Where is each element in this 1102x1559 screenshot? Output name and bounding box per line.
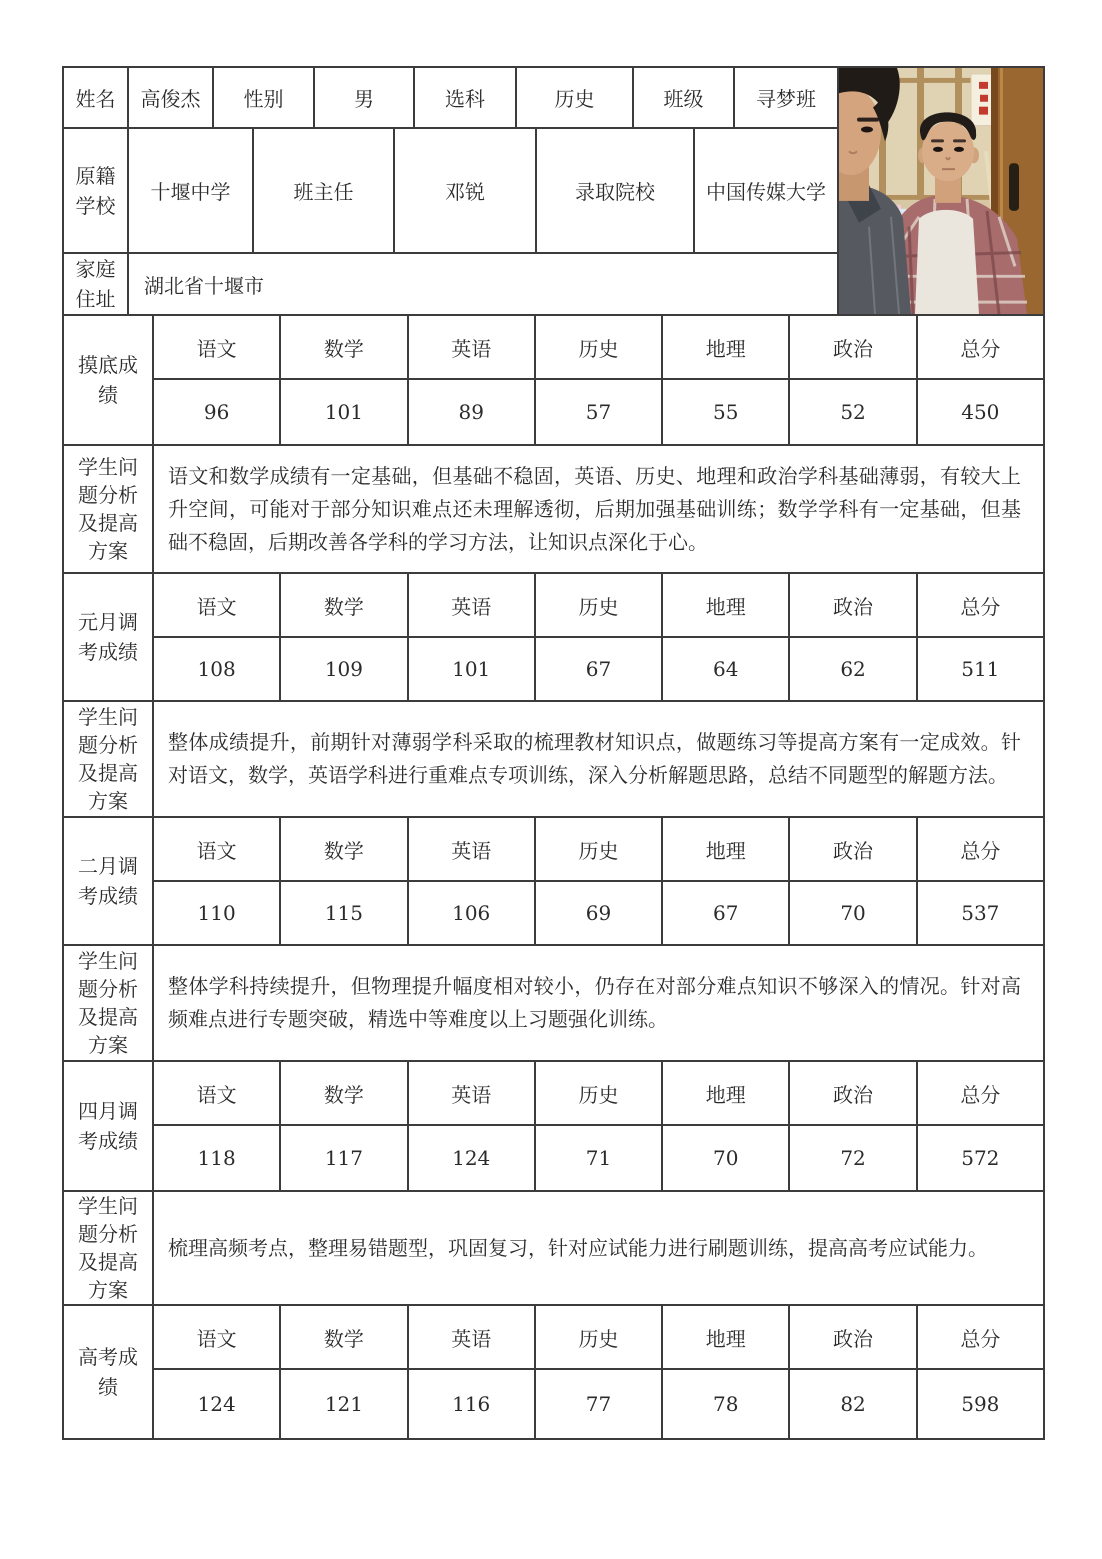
subject-header: 历史: [536, 1306, 663, 1368]
score-value-row: [154, 882, 1043, 944]
subject-header: 总分: [960, 838, 1001, 863]
score-value: 67: [536, 638, 663, 700]
subject-header: 英语: [409, 1306, 536, 1368]
head-teacher-value: 邓锐: [395, 129, 537, 252]
admitted-college-value: 中国传媒大学: [706, 180, 826, 204]
score-section-april-label: [64, 1062, 154, 1190]
analysis-section-1-label: [64, 446, 154, 572]
gender-value: 男: [315, 68, 415, 127]
subject-header: 数学: [281, 316, 408, 378]
analysis-section-4-label: [64, 1192, 154, 1304]
elective-value: 历史: [517, 68, 634, 127]
origin-school-value: 十堰中学: [129, 129, 254, 252]
subject-header-row: [154, 1306, 1043, 1370]
subject-header: 语文: [154, 818, 281, 880]
subject-header: 历史: [536, 316, 663, 378]
score-value-row: [154, 380, 1043, 444]
score-section-baseline: [64, 316, 1043, 446]
subject-header: 语文: [154, 316, 281, 378]
home-address-label-text: 家庭住址: [75, 257, 116, 311]
score-value: 82: [790, 1370, 917, 1438]
score-grid: [154, 574, 1043, 700]
home-address-label: [64, 254, 129, 314]
score-grid: [154, 316, 1043, 444]
score-section-january-label-text: 元月调考成绩: [78, 610, 138, 664]
info-row-3: [64, 254, 837, 314]
score-section-february: [64, 818, 1043, 946]
score-value: 101: [281, 380, 408, 444]
analysis-text: 语文和数学成绩有一定基础，但基础不稳固，英语、历史、地理和政治学科基础薄弱，有较大上升空间，可能对于部分知识难点还未理解透彻，后期加强基础训练；数学学科有一定基础，但基础不稳固，后期改善各学科的学习方法，让知识点深化于心。: [168, 463, 1021, 554]
score-value: 109: [281, 638, 408, 700]
analysis-section-3-label-text: 学生问题分析及提高方案: [78, 949, 138, 1057]
subject-header: 历史: [536, 818, 663, 880]
subject-header: 地理: [663, 818, 790, 880]
subject-header: 语文: [154, 1306, 281, 1368]
subject-header: 英语: [409, 574, 536, 636]
score-value: 89: [409, 380, 536, 444]
score-section-baseline-label: [64, 316, 154, 444]
score-section-gaokao-label: [64, 1306, 154, 1438]
analysis-section-2: [64, 702, 1043, 818]
basic-info-block: [64, 68, 1043, 316]
score-value: 110: [154, 882, 281, 944]
subject-header: 总分: [960, 1326, 1001, 1351]
basic-info-grid: [64, 68, 839, 314]
subject-header: 地理: [663, 1062, 790, 1124]
analysis-section-4-label-text: 学生问题分析及提高方案: [78, 1194, 138, 1302]
score-value: 52: [790, 380, 917, 444]
subject-header: 总分: [960, 594, 1001, 619]
subject-header: 地理: [663, 574, 790, 636]
score-value: 572: [961, 1146, 1000, 1170]
elective-label: 选科: [415, 68, 517, 127]
analysis-section-4: [64, 1192, 1043, 1306]
info-row-1: [64, 68, 837, 129]
score-value: 450: [961, 400, 1000, 424]
score-value: 511: [961, 657, 1000, 681]
analysis-text: 梳理高频考点，整理易错题型，巩固复习，针对应试能力进行刷题训练，提高高考应试能力。: [168, 1235, 988, 1260]
subject-header: 英语: [409, 818, 536, 880]
student-photo-image: [839, 68, 1043, 314]
score-section-january: [64, 574, 1043, 702]
score-value: 124: [154, 1370, 281, 1438]
subject-header: 数学: [281, 818, 408, 880]
score-value: 78: [663, 1370, 790, 1438]
score-grid: [154, 1306, 1043, 1438]
subject-header-row: [154, 1062, 1043, 1126]
score-value: 67: [663, 882, 790, 944]
score-value: 117: [281, 1126, 408, 1190]
class-label: 班级: [634, 68, 735, 127]
subject-header: 政治: [790, 574, 917, 636]
analysis-text: 整体学科持续提升，但物理提升幅度相对较小，仍存在对部分难点知识不够深入的情况。针对高频难点进行专题突破，精选中等难度以上习题强化训练。: [168, 974, 1021, 1031]
score-grid: [154, 1062, 1043, 1190]
score-value: 64: [663, 638, 790, 700]
score-section-gaokao-label-text: 高考成绩: [78, 1345, 138, 1399]
score-value: 537: [961, 901, 1000, 925]
score-value: 121: [281, 1370, 408, 1438]
analysis-section-2-label: [64, 702, 154, 816]
score-grid: [154, 818, 1043, 944]
subject-header-row: [154, 818, 1043, 882]
subject-header: 数学: [281, 1062, 408, 1124]
subject-header: 总分: [960, 1082, 1001, 1107]
origin-school-label: [64, 129, 129, 252]
score-value: 77: [536, 1370, 663, 1438]
score-section-february-label-text: 二月调考成绩: [78, 854, 138, 908]
subject-header: 语文: [154, 574, 281, 636]
name-label: 姓名: [64, 68, 129, 127]
score-section-baseline-label-text: 摸底成绩: [78, 353, 138, 407]
score-value: 115: [281, 882, 408, 944]
score-value: 70: [790, 882, 917, 944]
score-value: 116: [409, 1370, 536, 1438]
subject-header: 地理: [663, 316, 790, 378]
class-value: 寻梦班: [756, 87, 816, 111]
origin-school-label-text: 原籍学校: [75, 163, 116, 218]
score-value: 96: [154, 380, 281, 444]
score-value: 598: [961, 1392, 1000, 1416]
score-value: 69: [536, 882, 663, 944]
subject-header-row: [154, 574, 1043, 638]
analysis-section-3: [64, 946, 1043, 1062]
subject-header: 地理: [663, 1306, 790, 1368]
subject-header-row: [154, 316, 1043, 380]
score-section-april-label-text: 四月调考成绩: [78, 1099, 138, 1153]
subject-header: 政治: [790, 316, 917, 378]
score-value: 118: [154, 1126, 281, 1190]
subject-header: 英语: [409, 316, 536, 378]
analysis-section-3-label: [64, 946, 154, 1060]
score-value: 62: [790, 638, 917, 700]
subject-header: 历史: [536, 1062, 663, 1124]
student-photo: [839, 68, 1043, 314]
score-value: 55: [663, 380, 790, 444]
score-section-april: [64, 1062, 1043, 1192]
score-value: 72: [790, 1126, 917, 1190]
score-value: 57: [536, 380, 663, 444]
subject-header: 政治: [790, 818, 917, 880]
score-value: 108: [154, 638, 281, 700]
analysis-text: 整体成绩提升，前期针对薄弱学科采取的梳理教材知识点，做题练习等提高方案有一定成效。针对语文，数学，英语学科进行重难点专项训练，深入分析解题思路，总结不同题型的解题方法。: [168, 730, 1021, 787]
info-row-2: [64, 129, 837, 254]
student-record-table: [62, 66, 1045, 1440]
analysis-section-2-label-text: 学生问题分析及提高方案: [78, 705, 138, 813]
home-address-value: 湖北省十堰市: [144, 273, 264, 298]
head-teacher-label: 班主任: [254, 129, 395, 252]
score-value-row: [154, 1370, 1043, 1438]
score-value: 124: [409, 1126, 536, 1190]
score-section-february-label: [64, 818, 154, 944]
score-value: 101: [409, 638, 536, 700]
analysis-section-1: [64, 446, 1043, 574]
subject-header: 历史: [536, 574, 663, 636]
score-value: 70: [663, 1126, 790, 1190]
subject-header: 政治: [790, 1062, 917, 1124]
score-value: 71: [536, 1126, 663, 1190]
score-value-row: [154, 1126, 1043, 1190]
name-value: 高俊杰: [129, 68, 214, 127]
score-value: 106: [409, 882, 536, 944]
analysis-section-1-label-text: 学生问题分析及提高方案: [78, 455, 138, 563]
score-value-row: [154, 638, 1043, 700]
subject-header: 语文: [154, 1062, 281, 1124]
admitted-college-label: 录取院校: [537, 129, 695, 252]
score-section-january-label: [64, 574, 154, 700]
subject-header: 数学: [281, 574, 408, 636]
subject-header: 总分: [960, 336, 1001, 361]
subject-header: 数学: [281, 1306, 408, 1368]
gender-label: 性别: [214, 68, 315, 127]
subject-header: 英语: [409, 1062, 536, 1124]
subject-header: 政治: [790, 1306, 917, 1368]
score-section-gaokao: [64, 1306, 1043, 1438]
